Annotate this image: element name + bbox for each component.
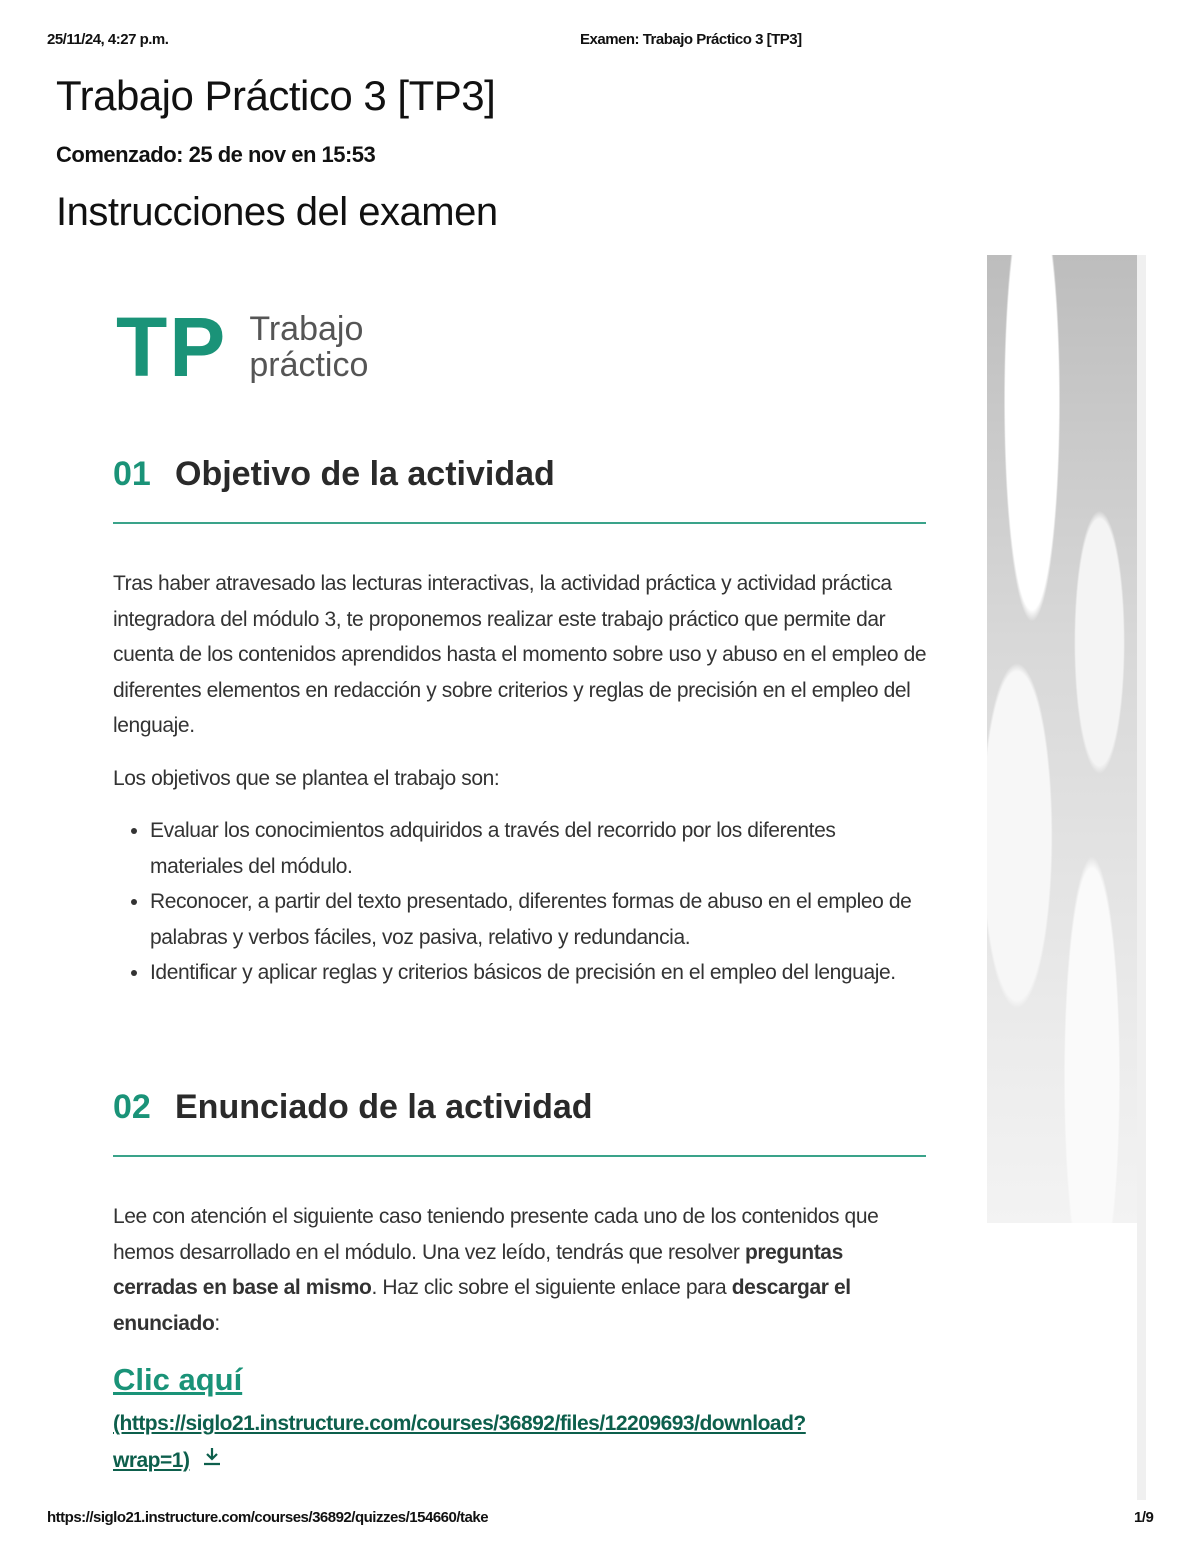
objectives-list [113,813,928,991]
list-item: • Evaluar los conocimientos adquiridos a través del recorrido por los diferentes materiales del módulo. [150,813,928,884]
paragraph [113,1199,928,1341]
text: . Haz clic sobre el siguiente enlace para [371,1276,732,1299]
paragraph: Tras haber atravesado las lecturas interactivas, la actividad práctica y actividad práctica integradora del módulo 3, te proponemos realizar este trabajo práctico que permite dar cuenta de los contenidos aprendidos hasta el momento sobre uso y abuso en el empleo de diferentes elementos en redacción y sobre criterios y reglas de precisión en el empleo del lenguaje. [113,572,927,737]
download-icon[interactable] [201,1442,223,1479]
bold-text: preguntas cerradas en base al mismo [113,1240,843,1299]
section-statement-body [113,1199,928,1358]
tp-logo [116,300,369,394]
decorative-image [987,255,1137,1223]
list-item: • Reconocer, a partir del texto presentado, diferentes formas de abuso en el empleo de palabras y verbos fáciles, voz pasiva, relativo y redundancia. [150,884,928,955]
section-number: 02 [113,1088,151,1126]
text: : [214,1311,220,1335]
bold-text: descargar el enunciado [113,1276,851,1335]
section-objective-heading [113,455,926,524]
list-item: • Identificar y aplicar reglas y criterios básicos de precisión en el empleo del lenguaje. [150,955,928,991]
download-url-link[interactable] [113,1405,873,1479]
print-url: https://siglo21.instructure.com/courses/36892/quizzes/154660/take [47,1509,489,1526]
section-number: 01 [113,455,151,493]
instructions-heading: Instrucciones del examen [56,190,498,234]
text: Lee con atención el siguiente caso teniendo presente cada uno de los contenidos que hemos desarrollado en el módulo. Una vez leído, tendrás que resolver [113,1205,879,1264]
logo-abbr: TP [116,300,228,394]
started-time: Comenzado: 25 de nov en 15:53 [56,142,376,167]
section-statement-heading [113,1088,926,1157]
print-title: Examen: Trabajo Práctico 3 [TP3] [580,31,802,48]
logo-line1: Trabajo [249,310,364,348]
page-title: Trabajo Práctico 3 [TP3] [56,72,496,119]
page-number: 1/9 [1134,1509,1154,1526]
section-title: Objetivo de la actividad [175,455,555,493]
logo-line2: práctico [249,346,369,384]
scrollbar[interactable] [1137,255,1146,1500]
section-title: Enunciado de la actividad [175,1088,593,1126]
paragraph: Los objetivos que se plantea el trabajo son: [113,766,500,790]
section-objective-body [113,566,928,991]
download-link[interactable]: Clic aquí [113,1362,243,1397]
link-url[interactable]: (https://siglo21.instructure.com/courses/36892/files/12209693/download?wrap=1) [113,1412,806,1472]
print-datetime: 25/11/24, 4:27 p.m. [47,31,169,48]
